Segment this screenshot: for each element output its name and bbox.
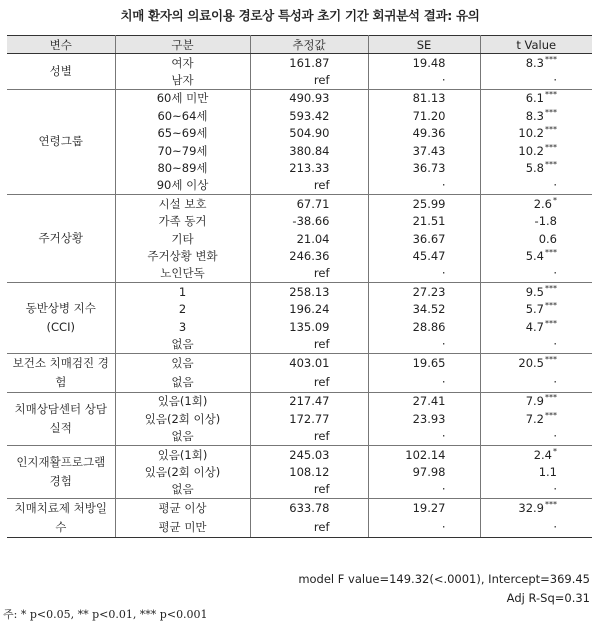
- t-value-number: 5.4: [525, 248, 544, 263]
- header-level: 구분: [115, 36, 250, 54]
- t-value-cell: [480, 463, 592, 480]
- significance-stars: ***: [545, 410, 557, 420]
- estimate-cell: ref: [250, 427, 368, 445]
- significance-stars: ***: [545, 107, 557, 117]
- t-value-number: ·: [553, 429, 557, 444]
- header-row: [7, 36, 592, 54]
- t-value-cell: [480, 177, 592, 195]
- t-value-cell: [480, 265, 592, 283]
- significance-stars: ***: [545, 393, 557, 403]
- t-value-number: 10.2: [518, 126, 544, 141]
- level-cell: 60세 미만: [115, 89, 250, 107]
- t-value-cell: [480, 54, 592, 72]
- t-value-cell: [480, 392, 592, 410]
- significance-stars: *: [553, 446, 557, 456]
- se-cell: 34.52: [368, 300, 480, 317]
- se-cell: 71.20: [368, 107, 480, 124]
- header-t-value: t Value: [480, 36, 592, 54]
- variable-cell: 주거상황: [7, 195, 115, 283]
- estimate-cell: ref: [250, 177, 368, 195]
- significance-stars: ***: [545, 500, 557, 510]
- t-value-cell: [480, 427, 592, 445]
- t-value-number: 6.1: [525, 91, 544, 106]
- estimate-cell: 258.13: [250, 283, 368, 301]
- estimate-cell: 633.78: [250, 498, 368, 518]
- estimate-cell: 161.87: [250, 54, 368, 72]
- estimate-cell: 246.36: [250, 247, 368, 264]
- table-row: [7, 54, 592, 72]
- table-title: 치매 환자의 의료이용 경로상 특성과 초기 기간 회귀분석 결과: 유의: [120, 8, 480, 23]
- variable-cell: 성별: [7, 54, 115, 90]
- t-value-cell: [480, 71, 592, 89]
- estimate-cell: ref: [250, 71, 368, 89]
- t-value-number: 7.9: [525, 394, 544, 409]
- t-value-cell: [480, 142, 592, 159]
- level-cell: 있음(2회 이상): [115, 463, 250, 480]
- t-value-number: ·: [553, 73, 557, 88]
- se-cell: 25.99: [368, 195, 480, 213]
- t-value-number: 8.3: [525, 55, 544, 70]
- estimate-cell: 245.03: [250, 445, 368, 463]
- level-cell: 2: [115, 300, 250, 317]
- se-cell: 49.36: [368, 125, 480, 142]
- t-value-cell: [480, 300, 592, 317]
- se-cell: 37.43: [368, 142, 480, 159]
- level-cell: 3: [115, 318, 250, 335]
- se-cell: ·: [368, 177, 480, 195]
- t-value-cell: [480, 335, 592, 353]
- se-cell: 45.47: [368, 247, 480, 264]
- significance-note: 주: * p<0.05, ** p<0.01, *** p<0.001: [3, 608, 208, 621]
- t-value-cell: [480, 107, 592, 124]
- level-cell: 65~69세: [115, 125, 250, 142]
- level-cell: 여자: [115, 54, 250, 72]
- variable-cell: 보건소 치매검진 경험: [7, 353, 115, 392]
- estimate-cell: 593.42: [250, 107, 368, 124]
- t-value-number: 5.8: [525, 161, 544, 176]
- se-cell: 97.98: [368, 463, 480, 480]
- estimate-cell: 108.12: [250, 463, 368, 480]
- t-value-cell: [480, 445, 592, 463]
- t-value-cell: [480, 410, 592, 427]
- significance-stars: ***: [545, 54, 557, 64]
- t-value-cell: [480, 373, 592, 393]
- estimate-cell: 213.33: [250, 159, 368, 176]
- se-cell: 19.27: [368, 498, 480, 518]
- t-value-number: 2.4: [533, 447, 552, 462]
- significance-stars: ***: [545, 125, 557, 135]
- se-cell: ·: [368, 481, 480, 499]
- estimate-cell: 490.93: [250, 89, 368, 107]
- variable-cell: 연령그룹: [7, 89, 115, 194]
- t-value-number: 9.5: [525, 284, 544, 299]
- level-cell: 있음(1회): [115, 445, 250, 463]
- significance-stars: ***: [545, 142, 557, 152]
- t-value-cell: [480, 89, 592, 107]
- t-value-number: ·: [553, 520, 557, 535]
- estimate-cell: 403.01: [250, 353, 368, 373]
- level-cell: 90세 이상: [115, 177, 250, 195]
- table-row: [7, 392, 592, 410]
- t-value-cell: [480, 195, 592, 213]
- t-value-cell: [480, 230, 592, 247]
- t-value-number: 0.6: [538, 231, 557, 246]
- level-cell: 주거상황 변화: [115, 247, 250, 264]
- estimate-cell: 217.47: [250, 392, 368, 410]
- estimate-cell: ref: [250, 265, 368, 283]
- level-cell: 없음: [115, 373, 250, 393]
- estimate-cell: 135.09: [250, 318, 368, 335]
- t-value-number: 5.7: [525, 302, 544, 317]
- level-cell: 없음: [115, 481, 250, 499]
- se-cell: 27.23: [368, 283, 480, 301]
- se-cell: ·: [368, 427, 480, 445]
- table-row: [7, 498, 592, 518]
- t-value-cell: [480, 518, 592, 538]
- se-cell: 27.41: [368, 392, 480, 410]
- t-value-cell: [480, 498, 592, 518]
- se-cell: 102.14: [368, 445, 480, 463]
- model-fit-line: model F value=149.32(<.0001), Intercept=369.45: [298, 572, 590, 586]
- se-cell: 81.13: [368, 89, 480, 107]
- estimate-cell: 21.04: [250, 230, 368, 247]
- table-row: [7, 353, 592, 373]
- t-value-number: 1.1: [538, 464, 557, 479]
- significance-stars: ***: [545, 318, 557, 328]
- se-cell: 19.65: [368, 353, 480, 373]
- level-cell: 70~79세: [115, 142, 250, 159]
- variable-cell: 치매치료제 처방일수: [7, 498, 115, 537]
- t-value-number: ·: [553, 266, 557, 281]
- t-value-cell: [480, 247, 592, 264]
- estimate-cell: -38.66: [250, 213, 368, 230]
- estimate-cell: 380.84: [250, 142, 368, 159]
- estimate-cell: ref: [250, 481, 368, 499]
- se-cell: ·: [368, 335, 480, 353]
- se-cell: 19.48: [368, 54, 480, 72]
- level-cell: 있음: [115, 353, 250, 373]
- significance-stars: ***: [545, 160, 557, 170]
- significance-stars: ***: [545, 247, 557, 257]
- estimate-cell: ref: [250, 335, 368, 353]
- t-value-number: ·: [553, 178, 557, 193]
- estimate-cell: 67.71: [250, 195, 368, 213]
- level-cell: 남자: [115, 71, 250, 89]
- t-value-cell: [480, 318, 592, 335]
- variable-cell: 인지재활프로그램 경험: [7, 445, 115, 498]
- regression-table: [7, 35, 592, 538]
- level-cell: 있음(1회): [115, 392, 250, 410]
- t-value-number: ·: [553, 336, 557, 351]
- significance-stars: *: [553, 195, 557, 205]
- level-cell: 60~64세: [115, 107, 250, 124]
- significance-stars: ***: [545, 301, 557, 311]
- significance-stars: ***: [545, 355, 557, 365]
- se-cell: 36.67: [368, 230, 480, 247]
- table-row: [7, 283, 592, 301]
- significance-stars: ***: [545, 90, 557, 100]
- t-value-cell: [480, 159, 592, 176]
- header-variable: 변수: [7, 36, 115, 54]
- level-cell: 없음: [115, 335, 250, 353]
- t-value-cell: [480, 481, 592, 499]
- estimate-cell: 504.90: [250, 125, 368, 142]
- t-value-cell: [480, 283, 592, 301]
- level-cell: 시설 보호: [115, 195, 250, 213]
- t-value-cell: [480, 125, 592, 142]
- estimate-cell: 172.77: [250, 410, 368, 427]
- table-row: [7, 195, 592, 213]
- t-value-number: ·: [553, 375, 557, 390]
- t-value-number: 2.6: [533, 196, 552, 211]
- se-cell: ·: [368, 71, 480, 89]
- header-se: SE: [368, 36, 480, 54]
- se-cell: ·: [368, 518, 480, 538]
- t-value-cell: [480, 213, 592, 230]
- table-body: [7, 54, 592, 538]
- level-cell: 평균 미만: [115, 518, 250, 538]
- level-cell: 노인단독: [115, 265, 250, 283]
- t-value-number: ·: [553, 482, 557, 497]
- table-row: [7, 445, 592, 463]
- se-cell: 28.86: [368, 318, 480, 335]
- table-row: [7, 89, 592, 107]
- se-cell: 21.51: [368, 213, 480, 230]
- estimate-cell: 196.24: [250, 300, 368, 317]
- t-value-cell: [480, 353, 592, 373]
- t-value-number: 4.7: [525, 319, 544, 334]
- significance-stars: ***: [545, 283, 557, 293]
- se-cell: 36.73: [368, 159, 480, 176]
- t-value-number: 7.2: [525, 411, 544, 426]
- se-cell: 23.93: [368, 410, 480, 427]
- adj-r-sq-line: Adj R-Sq=0.31: [506, 591, 590, 605]
- level-cell: 80~89세: [115, 159, 250, 176]
- header-estimate: 추정값: [250, 36, 368, 54]
- variable-cell: 치매상담센터 상담실적: [7, 392, 115, 445]
- level-cell: 있음(2회 이상): [115, 410, 250, 427]
- level-cell: 1: [115, 283, 250, 301]
- t-value-number: 10.2: [518, 143, 544, 158]
- variable-cell: 동반상병 지수 (CCI): [7, 283, 115, 354]
- t-value-number: 8.3: [525, 108, 544, 123]
- t-value-number: 20.5: [518, 356, 544, 371]
- t-value-number: 32.9: [518, 501, 544, 516]
- t-value-number: -1.8: [534, 214, 557, 229]
- se-cell: ·: [368, 265, 480, 283]
- estimate-cell: ref: [250, 373, 368, 393]
- level-cell: 가족 동거: [115, 213, 250, 230]
- se-cell: ·: [368, 373, 480, 393]
- level-cell: 기타: [115, 230, 250, 247]
- estimate-cell: ref: [250, 518, 368, 538]
- level-cell: 없음: [115, 427, 250, 445]
- level-cell: 평균 이상: [115, 498, 250, 518]
